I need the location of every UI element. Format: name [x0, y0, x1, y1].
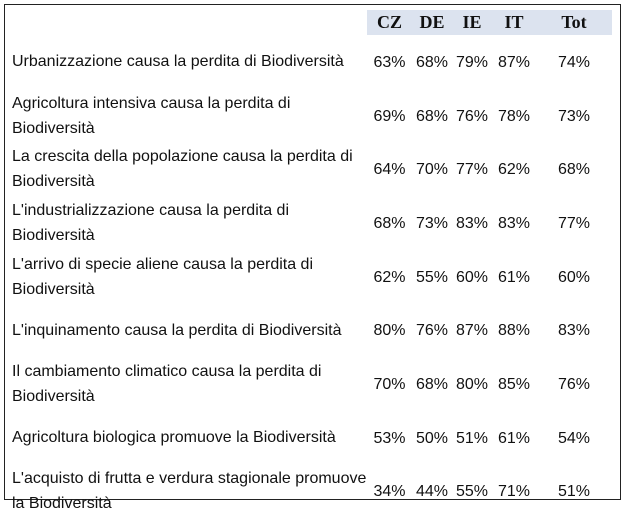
cell-tot: 76% [536, 357, 612, 411]
cell-de: 70% [412, 142, 452, 196]
row-label: Agricoltura intensiva causa la perdita di Biodiversità [9, 89, 367, 143]
cell-tot: 74% [536, 35, 612, 89]
cell-cz: 69% [367, 89, 412, 143]
row-label: L'arrivo di specie aliene causa la perdita di Biodiversità [9, 250, 367, 304]
cell-cz: 64% [367, 142, 412, 196]
cell-cz: 62% [367, 250, 412, 304]
cell-de: 68% [412, 35, 452, 89]
table-row [9, 465, 612, 518]
cell-cz: 53% [367, 411, 412, 465]
cell-ie: 55% [452, 465, 492, 518]
table-row [9, 196, 612, 250]
cell-it: 83% [492, 196, 536, 250]
table-row [9, 303, 612, 357]
row-label: Urbanizzazione causa la perdita di Biodiversità [9, 35, 367, 89]
header-blank [9, 10, 367, 35]
cell-ie: 60% [452, 250, 492, 304]
cell-de: 50% [412, 411, 452, 465]
row-label: Agricoltura biologica promuove la Biodiversità [9, 411, 367, 465]
table-row [9, 142, 612, 196]
table-row [9, 250, 612, 304]
cell-tot: 51% [536, 465, 612, 518]
cell-tot: 54% [536, 411, 612, 465]
row-label: L'inquinamento causa la perdita di Biodiversità [9, 303, 367, 357]
cell-ie: 79% [452, 35, 492, 89]
cell-it: 88% [492, 303, 536, 357]
cell-de: 68% [412, 357, 452, 411]
header-tot: Tot [536, 10, 612, 35]
cell-ie: 87% [452, 303, 492, 357]
cell-de: 55% [412, 250, 452, 304]
biodiversity-table [9, 10, 612, 518]
cell-it: 62% [492, 142, 536, 196]
row-label: L'industrializzazione causa la perdita di Biodiversità [9, 196, 367, 250]
cell-tot: 77% [536, 196, 612, 250]
cell-cz: 80% [367, 303, 412, 357]
cell-cz: 68% [367, 196, 412, 250]
cell-ie: 76% [452, 89, 492, 143]
cell-it: 71% [492, 465, 536, 518]
cell-ie: 77% [452, 142, 492, 196]
cell-de: 68% [412, 89, 452, 143]
cell-cz: 63% [367, 35, 412, 89]
header-cz: CZ [367, 10, 412, 35]
cell-ie: 51% [452, 411, 492, 465]
cell-de: 73% [412, 196, 452, 250]
cell-cz: 34% [367, 465, 412, 518]
row-label: Il cambiamento climatico causa la perdita di Biodiversità [9, 357, 367, 411]
cell-ie: 83% [452, 196, 492, 250]
table-frame [4, 4, 621, 500]
table-row [9, 357, 612, 411]
header-ie: IE [452, 10, 492, 35]
header-row [9, 10, 612, 35]
row-label: L'acquisto di frutta e verdura stagionale promuove la Biodiversità [9, 465, 367, 518]
cell-it: 85% [492, 357, 536, 411]
table-row [9, 35, 612, 89]
cell-tot: 68% [536, 142, 612, 196]
row-label: La crescita della popolazione causa la perdita di Biodiversità [9, 142, 367, 196]
cell-tot: 60% [536, 250, 612, 304]
cell-de: 76% [412, 303, 452, 357]
table-row [9, 411, 612, 465]
cell-ie: 80% [452, 357, 492, 411]
header-it: IT [492, 10, 536, 35]
cell-cz: 70% [367, 357, 412, 411]
cell-it: 87% [492, 35, 536, 89]
cell-it: 61% [492, 250, 536, 304]
table-row [9, 89, 612, 143]
cell-de: 44% [412, 465, 452, 518]
header-de: DE [412, 10, 452, 35]
cell-tot: 83% [536, 303, 612, 357]
cell-it: 78% [492, 89, 536, 143]
cell-it: 61% [492, 411, 536, 465]
cell-tot: 73% [536, 89, 612, 143]
